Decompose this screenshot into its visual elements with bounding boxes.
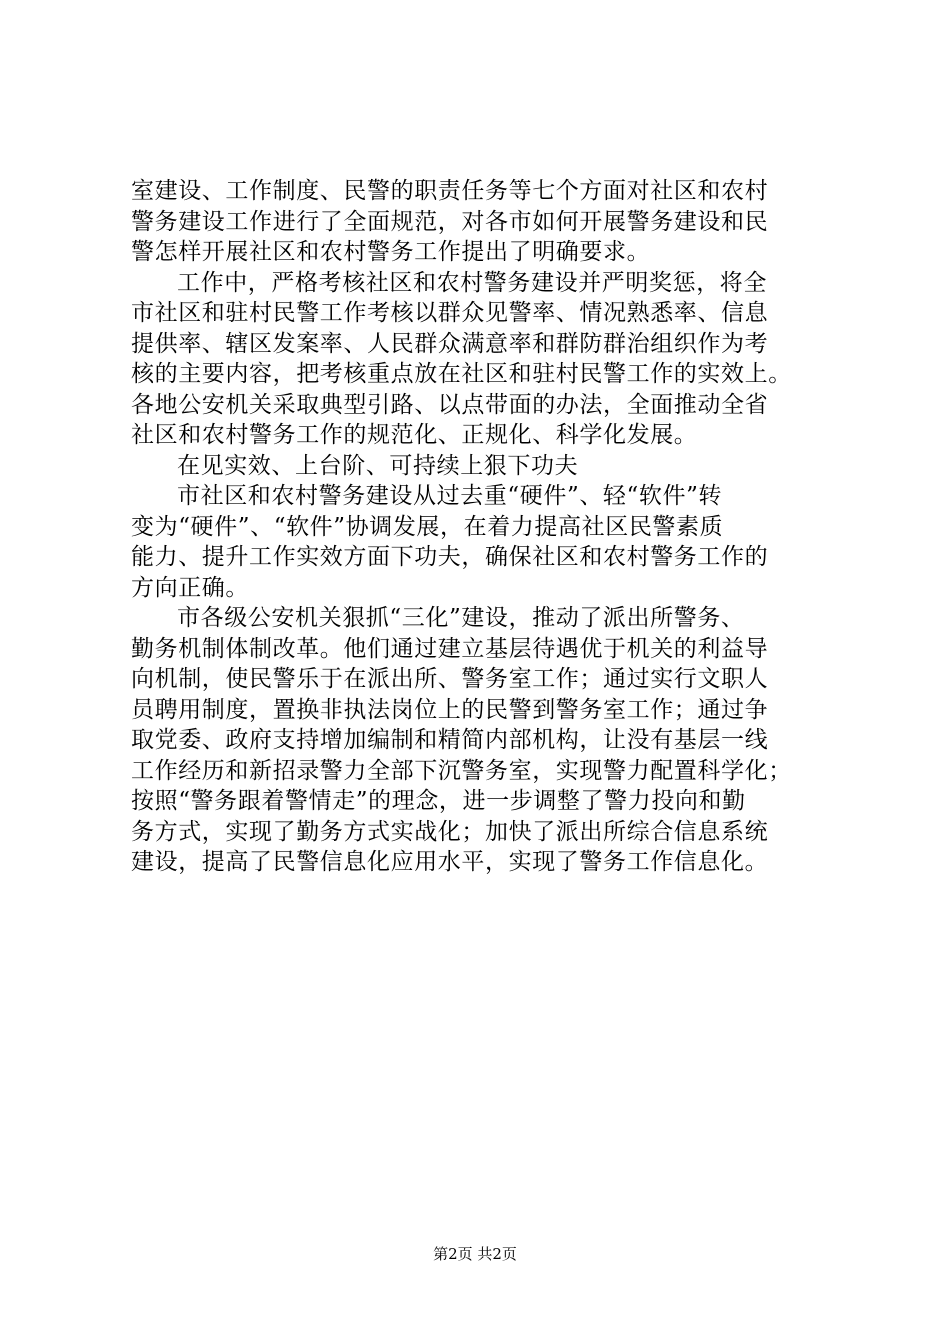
text-line: 方向正确。 [131, 574, 249, 601]
text-line: 建设，提高了民警信息化应用水平，实现了警务工作信息化。 [131, 849, 769, 875]
text-line: 核的主要内容，把考核重点放在社区和驻村民警工作的实效上。 [131, 361, 792, 387]
text-line: 员聘用制度，置换非执法岗位上的民警到警务室工作；通过争 [131, 696, 769, 723]
text-line: 警务建设工作进行了全面规范，对各市如何开展警务建设和民 [131, 208, 769, 235]
paragraph-start-line: 市各级公安机关狠抓“三化”建设，推动了派出所警务、 [177, 605, 745, 631]
paragraph-start-line: 工作中，严格考核社区和农村警务建设并严明奖惩，将全 [177, 269, 767, 296]
document-body [131, 176, 831, 878]
page-footer: 第2页 共2页 [433, 1245, 517, 1263]
text-line: 勤务机制体制改革。他们通过建立基层待遇优于机关的利益导 [131, 635, 769, 662]
text-line: 社区和农村警务工作的规范化、正规化、科学化发展。 [131, 422, 698, 448]
text-line: 各地公安机关采取典型引路、以点带面的办法，全面推动全省 [131, 391, 769, 418]
text-line: 市社区和驻村民警工作考核以群众见警率、情况熟悉率、信息 [131, 300, 769, 326]
text-line: 务方式，实现了勤务方式实战化；加快了派出所综合信息系统 [131, 818, 769, 845]
text-line: 向机制，使民警乐于在派出所、警务室工作；通过实行文职人 [131, 666, 769, 692]
text-line: 工作经历和新招录警力全部下沉警务室，实现警力配置科学化； [131, 757, 792, 784]
paragraph-start-line: 市社区和农村警务建设从过去重“硬件”、轻“软件”转 [177, 483, 723, 509]
text-line: 警怎样开展社区和农村警务工作提出了明确要求。 [131, 239, 651, 265]
text-line: 变为“硬件”、“软件”协调发展，在着力提高社区民警素质 [131, 513, 724, 540]
text-line: 室建设、工作制度、民警的职责任务等七个方面对社区和农村 [131, 178, 769, 204]
text-line: 取党委、政府支持增加编制和精简内部机构，让没有基层一线 [131, 727, 769, 753]
text-line: 能力、提升工作实效方面下功夫，确保社区和农村警务工作的 [131, 544, 769, 570]
text-line: 按照“警务跟着警情走”的理念，进一步调整了警力投向和勤 [131, 788, 746, 814]
section-heading: 在见实效、上台阶、可持续上狠下功夫 [177, 452, 579, 479]
text-line: 提供率、辖区发案率、人民群众满意率和群防群治组织作为考 [131, 330, 769, 357]
